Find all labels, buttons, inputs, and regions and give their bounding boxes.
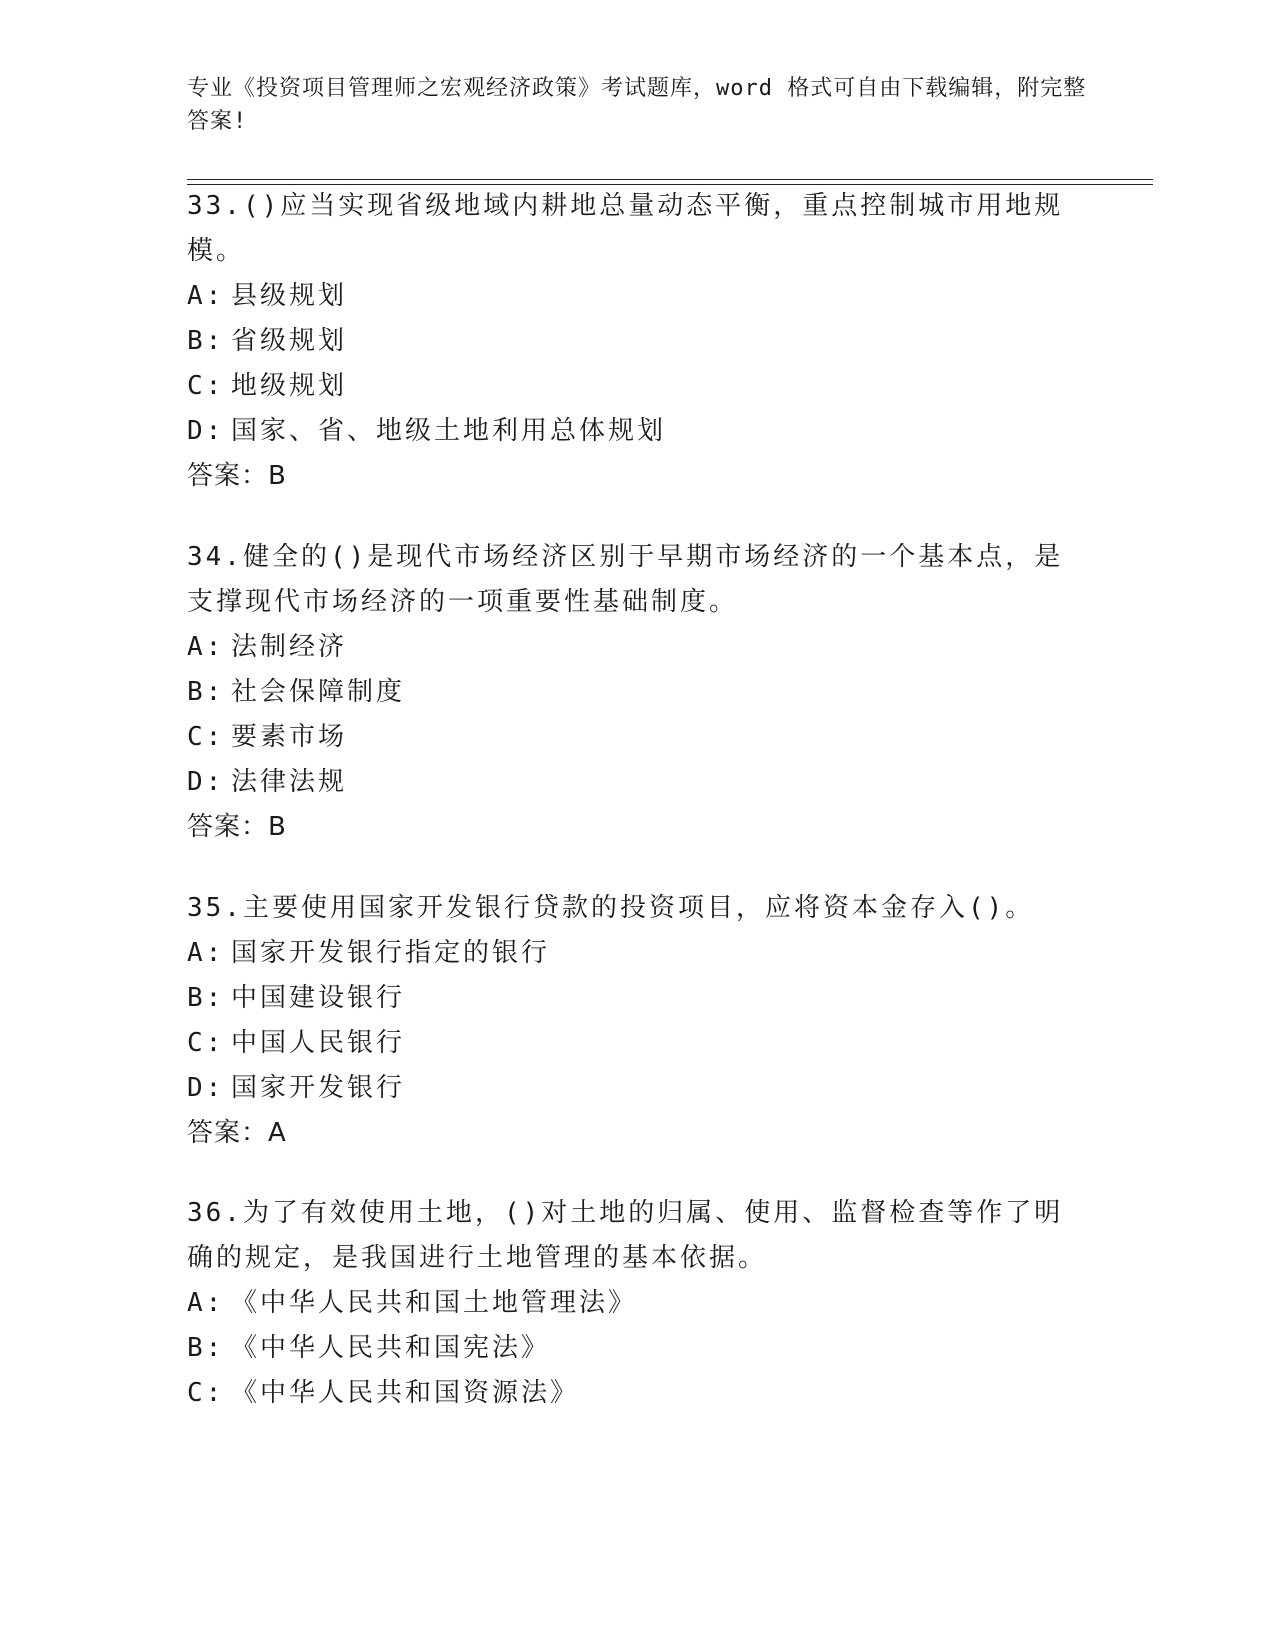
option-letter: B: <box>187 677 225 707</box>
option-letter: C: <box>187 722 225 752</box>
header-rule-top <box>187 179 1153 180</box>
option-a <box>187 1281 1087 1326</box>
option-text: 省级规划 <box>231 326 348 356</box>
option-b <box>187 319 1087 364</box>
question-35 <box>187 886 1087 1156</box>
option-d <box>187 409 1087 454</box>
document-header <box>187 72 1087 138</box>
option-b <box>187 670 1087 715</box>
option-text: 地级规划 <box>231 371 348 401</box>
option-c <box>187 1021 1087 1066</box>
option-letter: A: <box>187 632 225 662</box>
question-36 <box>187 1191 1087 1416</box>
option-text: 《中华人民共和国宪法》 <box>231 1333 551 1363</box>
option-letter: D: <box>187 1073 225 1103</box>
answer: 答案：B <box>187 461 287 491</box>
option-b <box>187 1326 1087 1371</box>
option-letter: C: <box>187 1028 225 1058</box>
option-letter: C: <box>187 1378 225 1408</box>
answer: 答案：A <box>187 1118 287 1148</box>
option-a <box>187 274 1087 319</box>
header-intro: 专业《投资项目管理师之宏观经济政策》考试题库，word 格式可自由下载编辑，附完整答案! <box>187 76 1087 134</box>
option-letter: C: <box>187 371 225 401</box>
option-letter: A: <box>187 281 225 311</box>
option-text: 要素市场 <box>231 722 348 752</box>
option-text: 法律法规 <box>231 767 348 797</box>
question-stem: 33.()应当实现省级地域内耕地总量动态平衡，重点控制城市用地规模。 <box>187 191 1064 266</box>
option-c <box>187 715 1087 760</box>
option-text: 《中华人民共和国资源法》 <box>231 1378 580 1408</box>
option-d <box>187 1066 1087 1111</box>
option-text: 县级规划 <box>231 281 348 311</box>
option-b <box>187 976 1087 1021</box>
option-letter: B: <box>187 983 225 1013</box>
option-letter: B: <box>187 326 225 356</box>
option-letter: D: <box>187 416 225 446</box>
question-stem: 35.主要使用国家开发银行贷款的投资项目，应将资本金存入()。 <box>187 893 1035 923</box>
answer: 答案：B <box>187 812 287 842</box>
option-letter: A: <box>187 1288 225 1318</box>
option-letter: B: <box>187 1333 225 1363</box>
option-text: 《中华人民共和国土地管理法》 <box>231 1288 638 1318</box>
question-stem: 34.健全的()是现代市场经济区别于早期市场经济的一个基本点，是支撑现代市场经济的一项重要性基础制度。 <box>187 542 1064 617</box>
option-c <box>187 1371 1087 1416</box>
option-a <box>187 625 1087 670</box>
option-text: 国家开发银行指定的银行 <box>231 938 551 968</box>
option-d <box>187 760 1087 805</box>
option-a <box>187 931 1087 976</box>
option-letter: D: <box>187 767 225 797</box>
option-text: 国家开发银行 <box>231 1073 406 1103</box>
question-34 <box>187 535 1087 850</box>
question-stem: 36.为了有效使用土地，()对土地的归属、使用、监督检查等作了明确的规定，是我国进行土地管理的基本依据。 <box>187 1198 1064 1273</box>
option-text: 社会保障制度 <box>231 677 406 707</box>
option-text: 法制经济 <box>231 632 348 662</box>
option-text: 国家、省、地级土地利用总体规划 <box>231 416 667 446</box>
option-c <box>187 364 1087 409</box>
option-text: 中国人民银行 <box>231 1028 406 1058</box>
option-text: 中国建设银行 <box>231 983 406 1013</box>
option-letter: A: <box>187 938 225 968</box>
question-33 <box>187 184 1087 499</box>
